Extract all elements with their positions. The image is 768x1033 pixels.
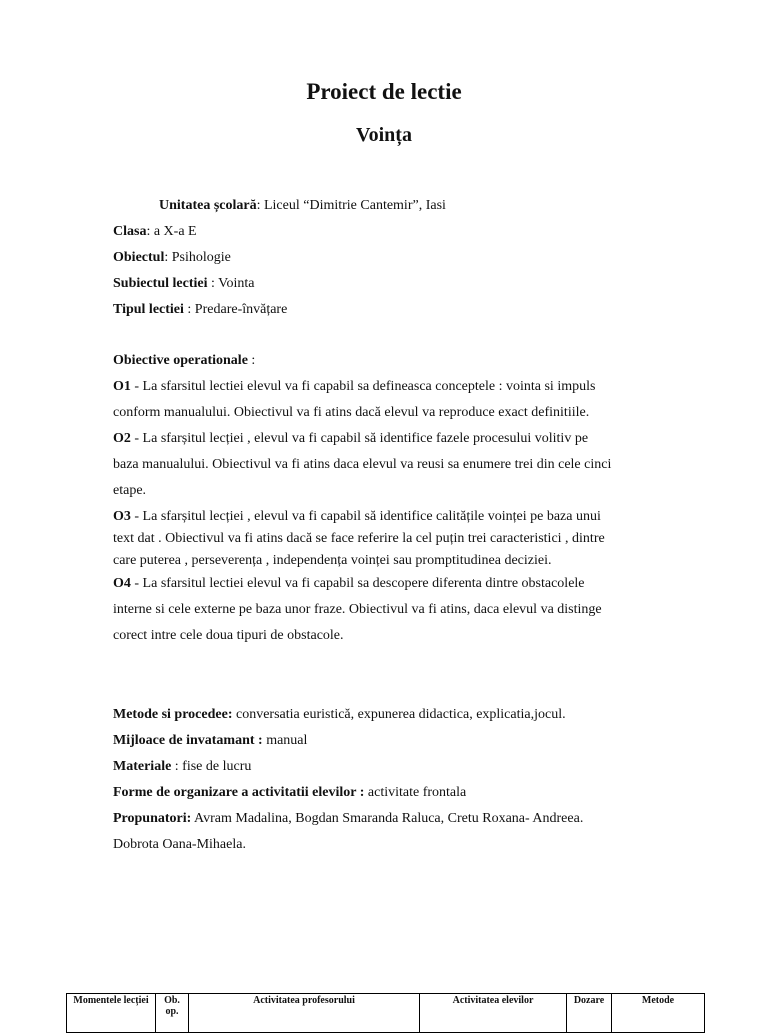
materiale-label: Materiale	[113, 759, 172, 774]
metode-label: Metode si procedee:	[113, 707, 233, 722]
objectives-heading	[113, 353, 255, 369]
document-title: Proiect de lectie	[306, 79, 462, 104]
objective-o3	[113, 509, 601, 525]
info-subiect	[113, 276, 254, 292]
propunatori-line2: Dobrota Oana-Mihaela.	[113, 837, 246, 852]
unitate-value: : Liceul “Dimitrie Cantemir”, Iasi	[256, 198, 446, 213]
o2-text-line3: etape.	[113, 483, 147, 498]
objectives-heading-label: Obiective operationale	[113, 353, 248, 368]
unitate-label: Unitatea școlară	[159, 198, 257, 213]
info-obiectul	[113, 250, 231, 266]
o2-text-line1: - La sfarșitul lecției , elevul va fi capabil să identifice fazele procesului volitiv pe	[130, 431, 589, 446]
metode-value: conversatia euristică, expunerea didactica, explicatia,jocul.	[232, 707, 566, 722]
subiect-label: Subiectul lectiei	[113, 276, 208, 291]
o3-text-line2: text dat . Obiectivul va fi atins dacă se face referire la cel puțin trei caracteristici , dintre	[113, 531, 605, 546]
tipul-label: Tipul lectiei	[113, 302, 184, 317]
subiect-value: : Vointa	[207, 276, 255, 291]
info-unitate	[159, 198, 446, 214]
o4-text-line3: corect intre cele doua tipuri de obstacole.	[113, 628, 344, 643]
table-header-activitatea-elevilor: Activitatea elevilor	[420, 994, 567, 1033]
o1-text-line2: conform manualului. Obiectivul va fi atins dacă elevul va reproduce exact definitiile.	[113, 405, 590, 420]
obiectul-label: Obiectul	[113, 250, 165, 265]
obiectul-value: : Psihologie	[164, 250, 231, 265]
objectives-heading-suffix: :	[247, 353, 256, 368]
o2-label: O2	[113, 431, 131, 446]
info-clasa	[113, 224, 197, 240]
propunatori-label: Propunatori:	[113, 811, 192, 826]
document-subtitle: Voința	[356, 124, 412, 146]
lesson-table-header-row	[67, 994, 705, 1033]
o3-label: O3	[113, 509, 131, 524]
resources-materiale	[113, 759, 251, 775]
materiale-value: : fise de lucru	[171, 759, 252, 774]
forme-value: activitate frontala	[364, 785, 467, 800]
resources-mijloace	[113, 733, 307, 749]
table-header-activitatea-profesorului: Activitatea profesorului	[189, 994, 420, 1033]
o2-text-line2: baza manualului. Obiectivul va fi atins daca elevul va reusi sa enumere trei din cele cinci	[113, 457, 612, 472]
o1-label: O1	[113, 379, 131, 394]
objective-o4	[113, 576, 585, 592]
tipul-value: : Predare-învățare	[183, 302, 288, 317]
o4-text-line2: interne si cele externe pe baza unor fraze. Obiectivul va fi atins, daca elevul va distinge	[113, 602, 602, 617]
resources-forme	[113, 785, 466, 801]
o3-text-line1: - La sfarșitul lecției , elevul va fi capabil să identifice calitățile voinței pe baza unui	[130, 509, 601, 524]
lesson-table	[66, 993, 705, 1033]
objective-o2	[113, 431, 588, 447]
table-header-dozare: Dozare	[567, 994, 612, 1033]
propunatori-line1: Avram Madalina, Bogdan Smaranda Raluca, Cretu Roxana- Andreea.	[191, 811, 584, 826]
o4-text-line1: - La sfarsitul lectiei elevul va fi capabil sa descopere diferenta dintre obstacolele	[130, 576, 585, 591]
info-tipul	[113, 302, 287, 318]
resources-propunatori	[113, 811, 583, 827]
o1-text-line1: - La sfarsitul lectiei elevul va fi capabil sa defineasca conceptele : vointa si impuls	[130, 379, 596, 394]
mijloace-value: manual	[262, 733, 308, 748]
objective-o1	[113, 379, 595, 395]
table-header-momentele: Momentele lecției	[67, 994, 156, 1033]
table-header-metode: Metode	[612, 994, 705, 1033]
o4-label: O4	[113, 576, 131, 591]
o3-text-line3: care puterea , perseverența , independența voinței sau promptitudinea deciziei.	[113, 553, 552, 568]
forme-label: Forme de organizare a activitatii elevilor :	[113, 785, 365, 800]
clasa-value: : a X-a E	[146, 224, 197, 239]
table-header-ob-op: Ob. op.	[156, 994, 189, 1033]
clasa-label: Clasa	[113, 224, 147, 239]
resources-metode	[113, 707, 566, 723]
mijloace-label: Mijloace de invatamant :	[113, 733, 263, 748]
